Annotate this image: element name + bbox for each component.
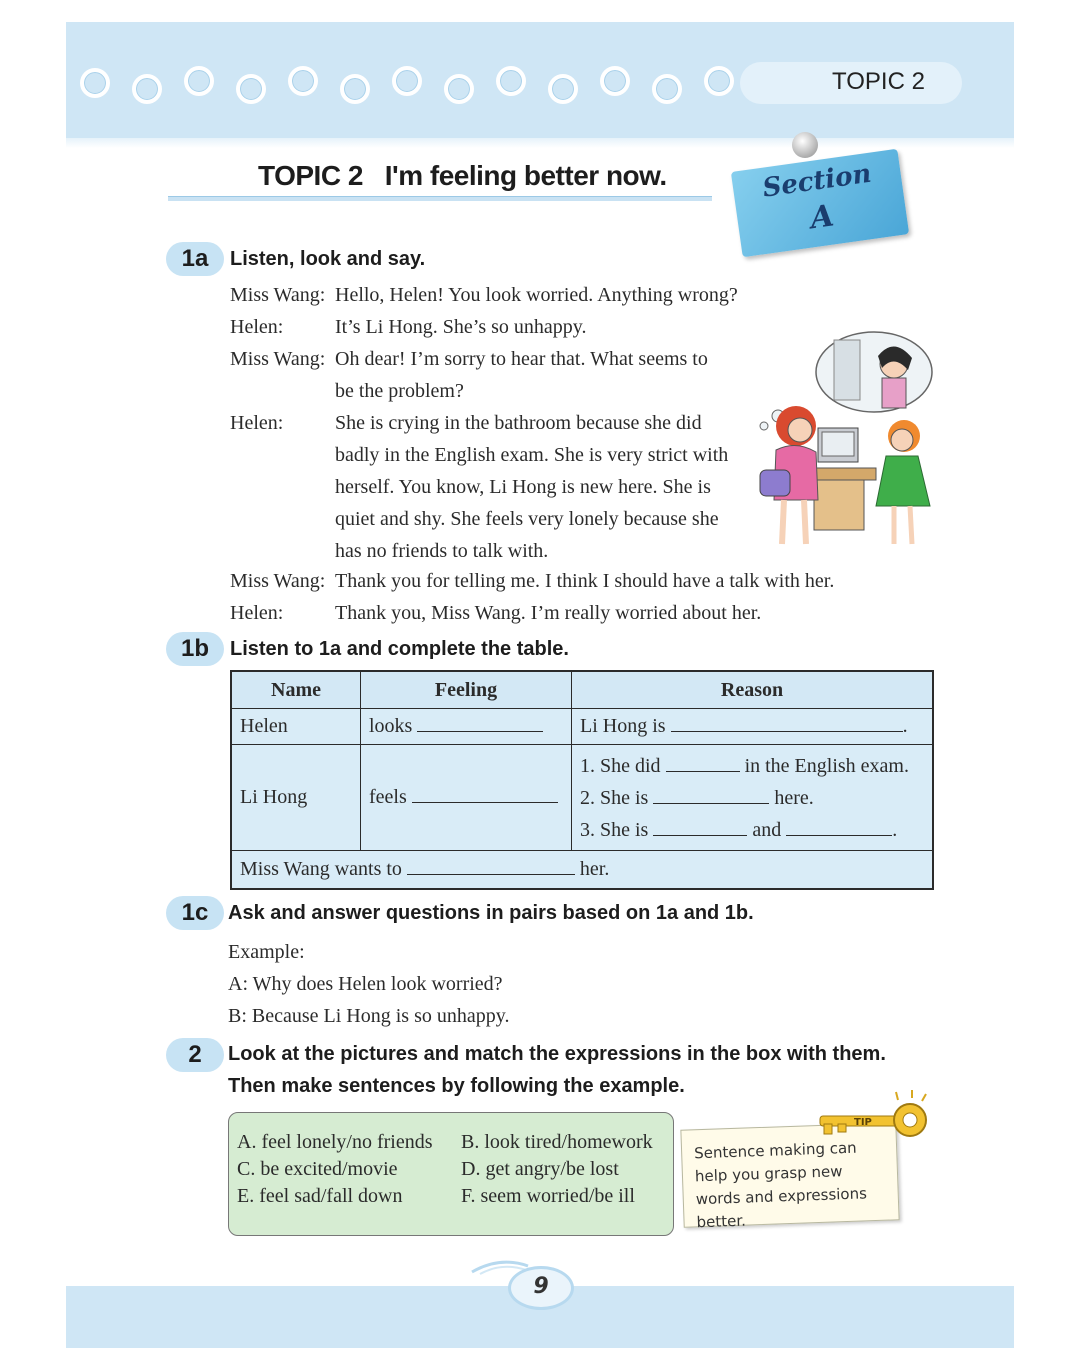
example-label: Example:	[228, 941, 305, 963]
classroom-illustration	[748, 330, 944, 556]
cell-reason-helen	[572, 709, 934, 745]
pushpin-icon	[792, 132, 818, 158]
header-divider	[66, 138, 1014, 148]
dialogue-line: Hello, Helen! You look worried. Anything wrong?	[335, 284, 738, 306]
page-title	[258, 160, 667, 192]
dialogue-line: Oh dear! I’m sorry to hear that. What seems to	[335, 348, 708, 370]
speaker: Helen:	[230, 602, 284, 624]
cell-feeling-helen	[361, 709, 572, 745]
dialogue-line: Thank you, Miss Wang. I’m really worried about her.	[335, 602, 762, 624]
choice-a: A. feel lonely/no friends	[237, 1131, 433, 1153]
tip-label: TIP	[854, 1117, 872, 1128]
header-reason: Reason	[572, 671, 934, 709]
dialogue-line: Thank you for telling me. I think I should have a talk with her.	[335, 570, 835, 592]
badge-1c: 1c	[166, 896, 224, 930]
cell-name-helen: Helen	[231, 709, 361, 745]
reason-label: Li Hong is	[580, 715, 666, 737]
reason-line: 3. She is	[580, 818, 649, 841]
reason-end: .	[902, 715, 908, 737]
title-text: I'm feeling better now.	[384, 160, 667, 191]
reason-line: here.	[774, 786, 814, 809]
tip-text: Sentence making can help you grasp new words and expressions better.	[693, 1138, 868, 1232]
example-line-a: A: Why does Helen look worried?	[228, 973, 503, 995]
completion-table	[230, 670, 934, 890]
instruction-2-line2: Then make sentences by following the example.	[228, 1075, 685, 1097]
answer-blank[interactable]	[653, 787, 769, 804]
cell-reason-lihong	[572, 745, 934, 851]
answer-blank[interactable]	[417, 715, 543, 732]
cell-name-lihong: Li Hong	[231, 745, 361, 851]
row-label: her.	[579, 857, 610, 880]
choice-c: C. be excited/movie	[237, 1158, 398, 1180]
reason-line: 1. She did	[580, 754, 661, 777]
topic-header: TOPIC 2	[832, 68, 925, 95]
example-line-b: B: Because Li Hong is so unhappy.	[228, 1005, 510, 1027]
reason-end: .	[892, 818, 898, 841]
feeling-label: feels	[369, 786, 407, 808]
answer-blank[interactable]	[786, 819, 892, 836]
instruction-2-line1: Look at the pictures and match the expressions in the box with them.	[228, 1043, 886, 1065]
title-underline	[168, 196, 712, 201]
instruction-1a: Listen, look and say.	[230, 248, 426, 270]
answer-blank[interactable]	[407, 858, 575, 875]
dialogue-line: quiet and shy. She feels very lonely because she	[335, 508, 719, 530]
row-label: Miss Wang wants to	[240, 857, 402, 880]
title-topic: TOPIC 2	[258, 160, 363, 191]
instruction-1b: Listen to 1a and complete the table.	[230, 638, 569, 660]
badge-2: 2	[166, 1038, 224, 1072]
instruction-1c: Ask and answer questions in pairs based on 1a and 1b.	[228, 902, 754, 924]
cell-miss-wang	[231, 851, 933, 889]
section-word: Section	[760, 158, 874, 204]
speaker: Helen:	[230, 412, 284, 434]
reason-line: 2. She is	[580, 786, 649, 809]
expression-box	[228, 1112, 674, 1236]
speaker: Miss Wang:	[230, 348, 326, 370]
reason-line: in the English exam.	[744, 754, 909, 777]
dialogue-line: badly in the English exam. She is very strict with	[335, 444, 729, 466]
section-letter: A	[808, 198, 836, 237]
dialogue-line: has no friends to talk with.	[335, 540, 549, 562]
answer-blank[interactable]	[671, 715, 903, 732]
key-icon	[816, 1090, 936, 1146]
choice-b: B. look tired/homework	[461, 1131, 653, 1153]
reason-line: and	[752, 818, 782, 841]
choice-e: E. feel sad/fall down	[237, 1185, 403, 1207]
page-number: 9	[533, 1274, 549, 1299]
choice-d: D. get angry/be lost	[461, 1158, 619, 1180]
dialogue-line: herself. You know, Li Hong is new here. She is	[335, 476, 711, 498]
speaker: Miss Wang:	[230, 570, 326, 592]
badge-1b: 1b	[166, 632, 224, 666]
dialogue-line: be the problem?	[335, 380, 464, 402]
choice-f: F. seem worried/be ill	[461, 1185, 635, 1207]
header-name: Name	[231, 671, 361, 709]
answer-blank[interactable]	[666, 755, 740, 772]
badge-1a: 1a	[166, 242, 224, 276]
answer-blank[interactable]	[653, 819, 747, 836]
answer-blank[interactable]	[412, 786, 558, 803]
speaker: Helen:	[230, 316, 284, 338]
cell-feeling-lihong	[361, 745, 572, 851]
page-number-badge	[508, 1266, 574, 1310]
dialogue-line: It’s Li Hong. She’s so unhappy.	[335, 316, 587, 338]
header-feeling: Feeling	[361, 671, 572, 709]
speaker: Miss Wang:	[230, 284, 326, 306]
dialogue-line: She is crying in the bathroom because she did	[335, 412, 702, 434]
feeling-label: looks	[369, 715, 413, 737]
